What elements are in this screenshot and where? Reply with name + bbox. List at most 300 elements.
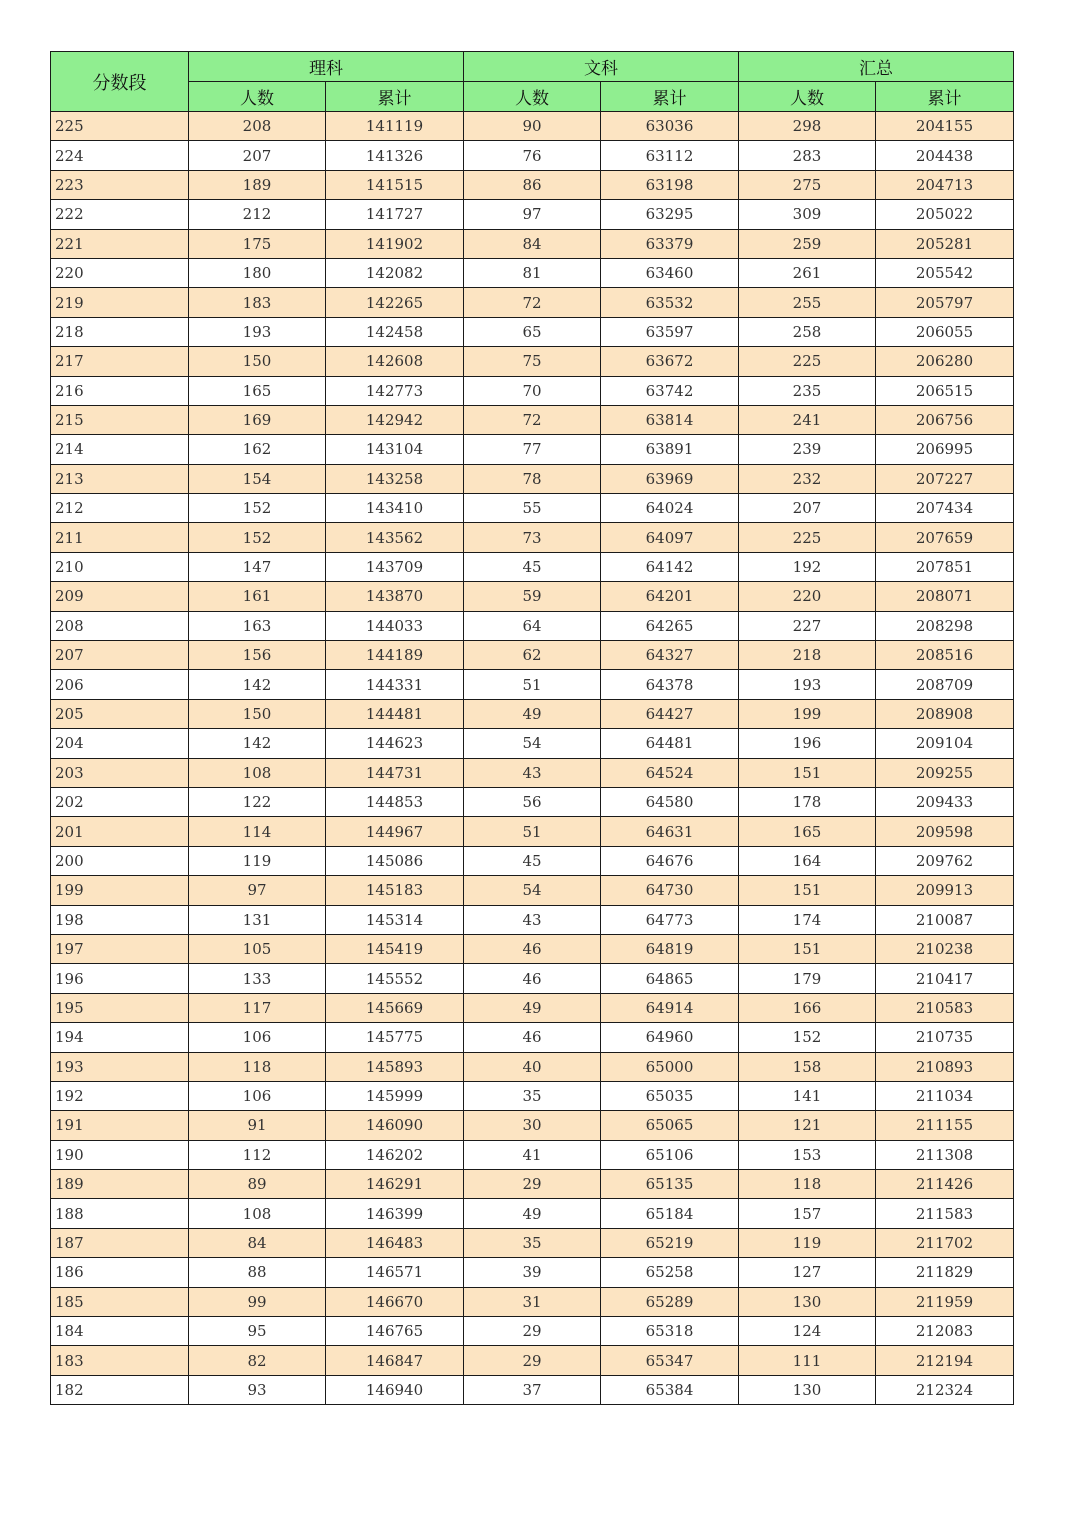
total-count-cell: 261 (739, 258, 876, 287)
total-cumulative-cell: 211426 (876, 1170, 1014, 1199)
science-cumulative-cell: 143410 (326, 494, 464, 523)
science-cumulative-cell: 142608 (326, 347, 464, 376)
science-cumulative-cell: 144853 (326, 787, 464, 816)
arts-cumulative-cell: 63295 (601, 200, 739, 229)
total-count-cell: 119 (739, 1228, 876, 1257)
arts-count-cell: 46 (464, 964, 601, 993)
score-segment-cell: 202 (51, 787, 189, 816)
science-count-cell: 175 (189, 229, 326, 258)
arts-count-cell: 86 (464, 170, 601, 199)
total-count-cell: 193 (739, 670, 876, 699)
table-row (51, 905, 1014, 934)
science-cumulative-cell: 141119 (326, 112, 464, 141)
science-cumulative-cell: 146399 (326, 1199, 464, 1228)
science-count-cell: 105 (189, 934, 326, 963)
total-count-cell: 141 (739, 1081, 876, 1110)
score-segment-cell: 190 (51, 1140, 189, 1169)
total-cumulative-cell: 204713 (876, 170, 1014, 199)
total-count-cell: 157 (739, 1199, 876, 1228)
header-science-cumulative: 累计 (326, 82, 464, 112)
total-cumulative-cell: 205797 (876, 288, 1014, 317)
science-count-cell: 93 (189, 1375, 326, 1404)
total-count-cell: 259 (739, 229, 876, 258)
total-cumulative-cell: 210893 (876, 1052, 1014, 1081)
science-count-cell: 133 (189, 964, 326, 993)
arts-cumulative-cell: 63597 (601, 317, 739, 346)
arts-cumulative-cell: 65258 (601, 1258, 739, 1287)
science-count-cell: 97 (189, 876, 326, 905)
score-segment-cell: 210 (51, 552, 189, 581)
science-cumulative-cell: 145669 (326, 993, 464, 1022)
table-row (51, 552, 1014, 581)
score-segment-cell: 188 (51, 1199, 189, 1228)
total-cumulative-cell: 209762 (876, 846, 1014, 875)
score-segment-cell: 197 (51, 934, 189, 963)
science-count-cell: 169 (189, 405, 326, 434)
arts-cumulative-cell: 63112 (601, 141, 739, 170)
header-group-total: 汇总 (739, 52, 1014, 82)
arts-count-cell: 46 (464, 934, 601, 963)
arts-count-cell: 40 (464, 1052, 601, 1081)
total-cumulative-cell: 205542 (876, 258, 1014, 287)
science-count-cell: 91 (189, 1111, 326, 1140)
arts-count-cell: 75 (464, 347, 601, 376)
science-cumulative-cell: 142773 (326, 376, 464, 405)
science-cumulative-cell: 146571 (326, 1258, 464, 1287)
score-segment-cell: 208 (51, 611, 189, 640)
arts-cumulative-cell: 64773 (601, 905, 739, 934)
score-segment-cell: 212 (51, 494, 189, 523)
arts-cumulative-cell: 63672 (601, 347, 739, 376)
arts-cumulative-cell: 64378 (601, 670, 739, 699)
science-count-cell: 142 (189, 729, 326, 758)
total-count-cell: 199 (739, 699, 876, 728)
table-row (51, 582, 1014, 611)
arts-cumulative-cell: 63891 (601, 435, 739, 464)
total-count-cell: 166 (739, 993, 876, 1022)
arts-cumulative-cell: 64914 (601, 993, 739, 1022)
table-row (51, 435, 1014, 464)
arts-cumulative-cell: 65035 (601, 1081, 739, 1110)
score-segment-cell: 194 (51, 1023, 189, 1052)
table-row (51, 523, 1014, 552)
arts-count-cell: 49 (464, 699, 601, 728)
arts-count-cell: 84 (464, 229, 601, 258)
arts-cumulative-cell: 63036 (601, 112, 739, 141)
total-cumulative-cell: 211829 (876, 1258, 1014, 1287)
table-row (51, 729, 1014, 758)
score-segment-cell: 185 (51, 1287, 189, 1316)
total-count-cell: 151 (739, 758, 876, 787)
science-count-cell: 84 (189, 1228, 326, 1257)
science-cumulative-cell: 144481 (326, 699, 464, 728)
science-count-cell: 154 (189, 464, 326, 493)
science-count-cell: 114 (189, 817, 326, 846)
science-count-cell: 106 (189, 1081, 326, 1110)
total-cumulative-cell: 206756 (876, 405, 1014, 434)
arts-cumulative-cell: 64631 (601, 817, 739, 846)
science-count-cell: 89 (189, 1170, 326, 1199)
arts-cumulative-cell: 64580 (601, 787, 739, 816)
score-segment-cell: 182 (51, 1375, 189, 1404)
header-score-segment: 分数段 (51, 52, 189, 112)
total-cumulative-cell: 206515 (876, 376, 1014, 405)
table-row (51, 1081, 1014, 1110)
total-cumulative-cell: 212083 (876, 1317, 1014, 1346)
total-cumulative-cell: 207851 (876, 552, 1014, 581)
arts-count-cell: 56 (464, 787, 601, 816)
arts-cumulative-cell: 63814 (601, 405, 739, 434)
science-count-cell: 88 (189, 1258, 326, 1287)
header-arts-count: 人数 (464, 82, 601, 112)
science-count-cell: 118 (189, 1052, 326, 1081)
science-count-cell: 207 (189, 141, 326, 170)
arts-cumulative-cell: 65289 (601, 1287, 739, 1316)
total-count-cell: 151 (739, 876, 876, 905)
table-row (51, 876, 1014, 905)
arts-cumulative-cell: 65065 (601, 1111, 739, 1140)
arts-cumulative-cell: 64481 (601, 729, 739, 758)
total-count-cell: 207 (739, 494, 876, 523)
science-cumulative-cell: 141515 (326, 170, 464, 199)
science-cumulative-cell: 145419 (326, 934, 464, 963)
total-cumulative-cell: 210583 (876, 993, 1014, 1022)
table-header (51, 52, 1014, 112)
score-segment-cell: 216 (51, 376, 189, 405)
total-cumulative-cell: 204438 (876, 141, 1014, 170)
score-segment-cell: 205 (51, 699, 189, 728)
science-count-cell: 112 (189, 1140, 326, 1169)
score-segment-cell: 199 (51, 876, 189, 905)
table-row (51, 112, 1014, 141)
table-row (51, 758, 1014, 787)
science-cumulative-cell: 146940 (326, 1375, 464, 1404)
science-cumulative-cell: 145086 (326, 846, 464, 875)
arts-cumulative-cell: 64676 (601, 846, 739, 875)
science-cumulative-cell: 143258 (326, 464, 464, 493)
science-count-cell: 108 (189, 1199, 326, 1228)
score-segment-cell: 220 (51, 258, 189, 287)
science-count-cell: 212 (189, 200, 326, 229)
score-segment-cell: 203 (51, 758, 189, 787)
score-distribution-table (50, 51, 1014, 1405)
total-cumulative-cell: 211959 (876, 1287, 1014, 1316)
arts-cumulative-cell: 63742 (601, 376, 739, 405)
arts-count-cell: 46 (464, 1023, 601, 1052)
score-segment-cell: 201 (51, 817, 189, 846)
arts-cumulative-cell: 63460 (601, 258, 739, 287)
arts-count-cell: 81 (464, 258, 601, 287)
table-row (51, 1111, 1014, 1140)
total-count-cell: 121 (739, 1111, 876, 1140)
total-cumulative-cell: 208908 (876, 699, 1014, 728)
science-count-cell: 152 (189, 494, 326, 523)
total-count-cell: 275 (739, 170, 876, 199)
arts-count-cell: 72 (464, 405, 601, 434)
science-count-cell: 147 (189, 552, 326, 581)
table-row (51, 200, 1014, 229)
total-count-cell: 158 (739, 1052, 876, 1081)
total-count-cell: 255 (739, 288, 876, 317)
arts-count-cell: 90 (464, 112, 601, 141)
score-segment-cell: 200 (51, 846, 189, 875)
total-cumulative-cell: 212324 (876, 1375, 1014, 1404)
science-count-cell: 208 (189, 112, 326, 141)
total-count-cell: 130 (739, 1287, 876, 1316)
arts-count-cell: 62 (464, 641, 601, 670)
arts-cumulative-cell: 65384 (601, 1375, 739, 1404)
score-segment-cell: 222 (51, 200, 189, 229)
science-count-cell: 165 (189, 376, 326, 405)
total-cumulative-cell: 209255 (876, 758, 1014, 787)
table-row (51, 405, 1014, 434)
arts-count-cell: 29 (464, 1170, 601, 1199)
total-count-cell: 220 (739, 582, 876, 611)
arts-cumulative-cell: 63379 (601, 229, 739, 258)
score-segment-cell: 193 (51, 1052, 189, 1081)
table-row (51, 1258, 1014, 1287)
total-cumulative-cell: 205022 (876, 200, 1014, 229)
science-cumulative-cell: 143870 (326, 582, 464, 611)
total-count-cell: 309 (739, 200, 876, 229)
total-cumulative-cell: 211702 (876, 1228, 1014, 1257)
total-count-cell: 178 (739, 787, 876, 816)
arts-count-cell: 64 (464, 611, 601, 640)
total-count-cell: 239 (739, 435, 876, 464)
arts-count-cell: 37 (464, 1375, 601, 1404)
total-count-cell: 165 (739, 817, 876, 846)
arts-count-cell: 70 (464, 376, 601, 405)
science-count-cell: 180 (189, 258, 326, 287)
arts-count-cell: 72 (464, 288, 601, 317)
science-cumulative-cell: 143562 (326, 523, 464, 552)
arts-cumulative-cell: 65000 (601, 1052, 739, 1081)
science-cumulative-cell: 144033 (326, 611, 464, 640)
total-cumulative-cell: 211308 (876, 1140, 1014, 1169)
score-segment-cell: 206 (51, 670, 189, 699)
total-cumulative-cell: 204155 (876, 112, 1014, 141)
science-cumulative-cell: 146483 (326, 1228, 464, 1257)
table-row (51, 1023, 1014, 1052)
total-cumulative-cell: 208298 (876, 611, 1014, 640)
arts-count-cell: 59 (464, 582, 601, 611)
score-segment-cell: 225 (51, 112, 189, 141)
table-row (51, 964, 1014, 993)
science-cumulative-cell: 145893 (326, 1052, 464, 1081)
score-segment-cell: 207 (51, 641, 189, 670)
total-cumulative-cell: 209433 (876, 787, 1014, 816)
table-row (51, 1140, 1014, 1169)
score-segment-cell: 218 (51, 317, 189, 346)
total-cumulative-cell: 210735 (876, 1023, 1014, 1052)
arts-cumulative-cell: 65318 (601, 1317, 739, 1346)
total-count-cell: 196 (739, 729, 876, 758)
science-cumulative-cell: 145775 (326, 1023, 464, 1052)
score-segment-cell: 221 (51, 229, 189, 258)
science-count-cell: 161 (189, 582, 326, 611)
science-cumulative-cell: 144331 (326, 670, 464, 699)
science-count-cell: 152 (189, 523, 326, 552)
table-body (51, 112, 1014, 1405)
table-row (51, 376, 1014, 405)
arts-cumulative-cell: 65219 (601, 1228, 739, 1257)
total-cumulative-cell: 211155 (876, 1111, 1014, 1140)
science-cumulative-cell: 145552 (326, 964, 464, 993)
arts-count-cell: 51 (464, 817, 601, 846)
table-row (51, 846, 1014, 875)
science-count-cell: 122 (189, 787, 326, 816)
science-cumulative-cell: 146670 (326, 1287, 464, 1316)
science-count-cell: 189 (189, 170, 326, 199)
arts-count-cell: 55 (464, 494, 601, 523)
table-row (51, 229, 1014, 258)
total-cumulative-cell: 208516 (876, 641, 1014, 670)
table-row (51, 934, 1014, 963)
arts-count-cell: 43 (464, 758, 601, 787)
science-count-cell: 119 (189, 846, 326, 875)
table-row (51, 347, 1014, 376)
total-cumulative-cell: 211583 (876, 1199, 1014, 1228)
science-count-cell: 82 (189, 1346, 326, 1375)
arts-count-cell: 45 (464, 846, 601, 875)
score-segment-cell: 204 (51, 729, 189, 758)
arts-cumulative-cell: 64201 (601, 582, 739, 611)
science-count-cell: 108 (189, 758, 326, 787)
arts-cumulative-cell: 64524 (601, 758, 739, 787)
arts-cumulative-cell: 64097 (601, 523, 739, 552)
table-row (51, 141, 1014, 170)
arts-cumulative-cell: 63198 (601, 170, 739, 199)
score-segment-cell: 213 (51, 464, 189, 493)
total-count-cell: 225 (739, 523, 876, 552)
total-count-cell: 174 (739, 905, 876, 934)
header-total-cumulative: 累计 (876, 82, 1014, 112)
science-count-cell: 183 (189, 288, 326, 317)
science-cumulative-cell: 143709 (326, 552, 464, 581)
table-row (51, 993, 1014, 1022)
science-cumulative-cell: 142458 (326, 317, 464, 346)
table-row (51, 1199, 1014, 1228)
arts-count-cell: 35 (464, 1081, 601, 1110)
score-segment-cell: 184 (51, 1317, 189, 1346)
score-segment-cell: 187 (51, 1228, 189, 1257)
header-science-count: 人数 (189, 82, 326, 112)
score-segment-cell: 214 (51, 435, 189, 464)
total-count-cell: 153 (739, 1140, 876, 1169)
arts-cumulative-cell: 64960 (601, 1023, 739, 1052)
science-count-cell: 150 (189, 347, 326, 376)
science-cumulative-cell: 144189 (326, 641, 464, 670)
score-segment-cell: 219 (51, 288, 189, 317)
total-count-cell: 118 (739, 1170, 876, 1199)
arts-count-cell: 30 (464, 1111, 601, 1140)
arts-cumulative-cell: 64865 (601, 964, 739, 993)
total-cumulative-cell: 209913 (876, 876, 1014, 905)
table-row (51, 699, 1014, 728)
total-count-cell: 111 (739, 1346, 876, 1375)
total-cumulative-cell: 207227 (876, 464, 1014, 493)
table-row (51, 1228, 1014, 1257)
arts-count-cell: 41 (464, 1140, 601, 1169)
table-row (51, 494, 1014, 523)
science-count-cell: 142 (189, 670, 326, 699)
total-cumulative-cell: 208709 (876, 670, 1014, 699)
score-segment-cell: 224 (51, 141, 189, 170)
arts-count-cell: 39 (464, 1258, 601, 1287)
science-count-cell: 106 (189, 1023, 326, 1052)
score-segment-cell: 195 (51, 993, 189, 1022)
table-row (51, 817, 1014, 846)
header-group-arts: 文科 (464, 52, 739, 82)
table-row (51, 641, 1014, 670)
science-cumulative-cell: 146202 (326, 1140, 464, 1169)
science-cumulative-cell: 141727 (326, 200, 464, 229)
total-count-cell: 124 (739, 1317, 876, 1346)
arts-count-cell: 73 (464, 523, 601, 552)
score-segment-cell: 189 (51, 1170, 189, 1199)
table-row (51, 1346, 1014, 1375)
total-count-cell: 127 (739, 1258, 876, 1287)
total-count-cell: 179 (739, 964, 876, 993)
total-cumulative-cell: 206055 (876, 317, 1014, 346)
arts-cumulative-cell: 64427 (601, 699, 739, 728)
table-row (51, 258, 1014, 287)
total-count-cell: 225 (739, 347, 876, 376)
arts-count-cell: 49 (464, 993, 601, 1022)
total-count-cell: 152 (739, 1023, 876, 1052)
science-cumulative-cell: 146765 (326, 1317, 464, 1346)
arts-cumulative-cell: 65135 (601, 1170, 739, 1199)
score-segment-cell: 209 (51, 582, 189, 611)
science-cumulative-cell: 146090 (326, 1111, 464, 1140)
total-cumulative-cell: 209104 (876, 729, 1014, 758)
science-cumulative-cell: 144967 (326, 817, 464, 846)
science-count-cell: 99 (189, 1287, 326, 1316)
table-row (51, 170, 1014, 199)
score-segment-cell: 183 (51, 1346, 189, 1375)
science-cumulative-cell: 143104 (326, 435, 464, 464)
total-cumulative-cell: 210417 (876, 964, 1014, 993)
total-cumulative-cell: 209598 (876, 817, 1014, 846)
arts-count-cell: 76 (464, 141, 601, 170)
science-cumulative-cell: 142265 (326, 288, 464, 317)
arts-cumulative-cell: 65106 (601, 1140, 739, 1169)
arts-count-cell: 29 (464, 1346, 601, 1375)
total-cumulative-cell: 207659 (876, 523, 1014, 552)
score-segment-cell: 215 (51, 405, 189, 434)
arts-count-cell: 31 (464, 1287, 601, 1316)
total-count-cell: 241 (739, 405, 876, 434)
score-segment-cell: 211 (51, 523, 189, 552)
total-cumulative-cell: 212194 (876, 1346, 1014, 1375)
total-count-cell: 192 (739, 552, 876, 581)
header-group-science: 理科 (189, 52, 464, 82)
arts-cumulative-cell: 64819 (601, 934, 739, 963)
table-row (51, 317, 1014, 346)
arts-cumulative-cell: 63532 (601, 288, 739, 317)
science-cumulative-cell: 145183 (326, 876, 464, 905)
science-count-cell: 117 (189, 993, 326, 1022)
science-cumulative-cell: 146847 (326, 1346, 464, 1375)
science-cumulative-cell: 142082 (326, 258, 464, 287)
science-cumulative-cell: 146291 (326, 1170, 464, 1199)
arts-cumulative-cell: 63969 (601, 464, 739, 493)
table-row (51, 670, 1014, 699)
table-row (51, 1052, 1014, 1081)
science-cumulative-cell: 144731 (326, 758, 464, 787)
arts-count-cell: 45 (464, 552, 601, 581)
arts-cumulative-cell: 64730 (601, 876, 739, 905)
